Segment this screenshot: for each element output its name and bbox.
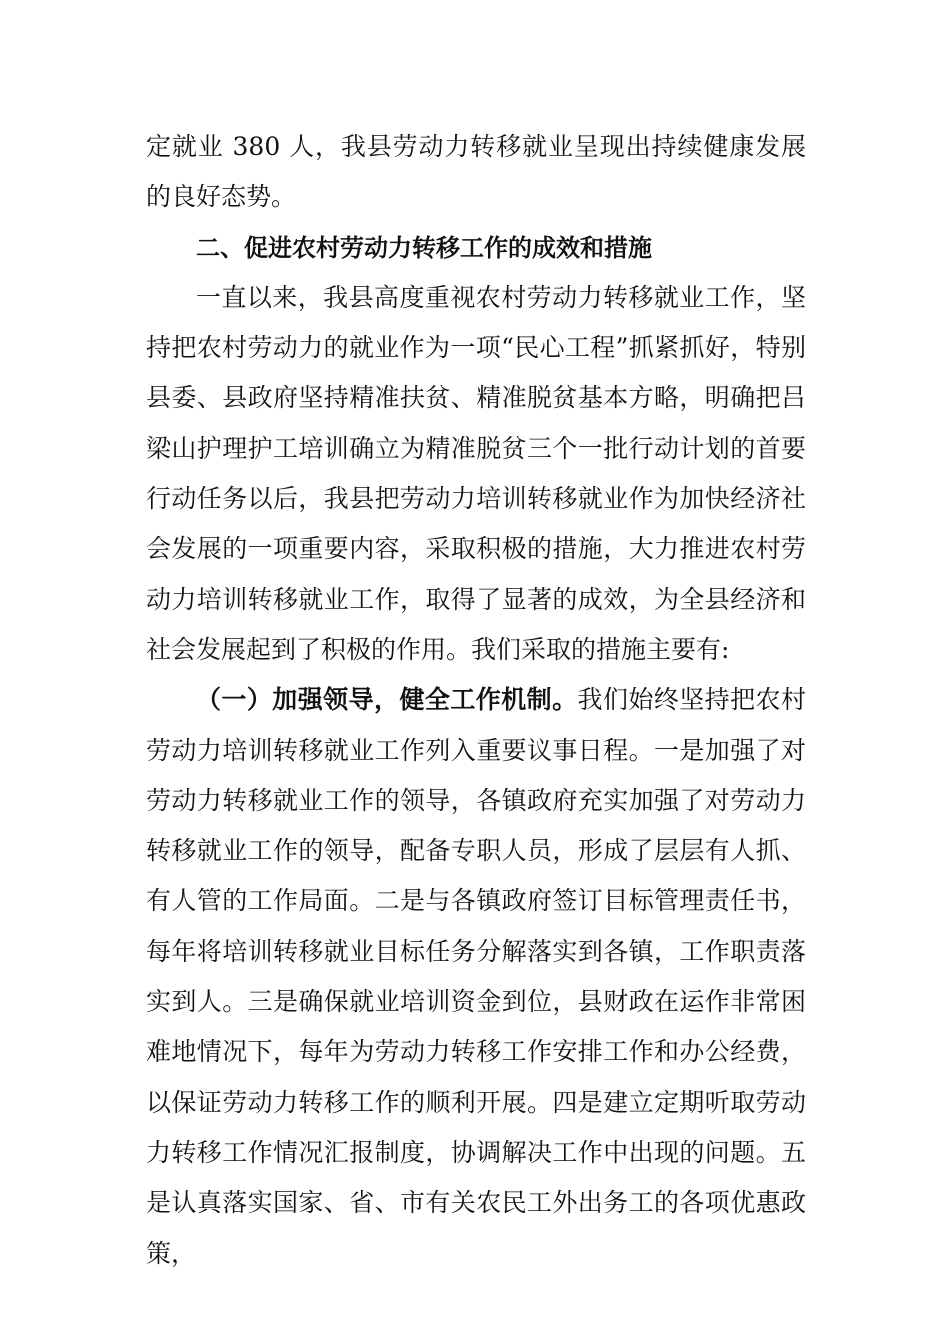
document-body (146, 122, 806, 1279)
paragraph-measure-one (146, 675, 806, 1279)
paragraph-intro: 一直以来，我县高度重视农村劳动力转移就业工作，坚持把农村劳动力的就业作为一项“民心工程”抓紧抓好，特别县委、县政府坚持精准扶贫、精准脱贫基本方略，明确把吕梁山护理护工培训确立为精准脱贫三个一批行动计划的首要行动任务以后，我县把劳动力培训转移就业作为加快经济社会发展的一项重要内容，采取积极的措施，大力推进农村劳动力培训转移就业工作，取得了显著的成效，为全县经济和社会发展起到了积极的作用。我们采取的措施主要有: (146, 282, 806, 664)
section-heading: 二、促进农村劳动力转移工作的成效和措施 (196, 233, 652, 262)
subsection-body: 我们始终坚持把农村劳动力培训转移就业工作列入重要议事日程。一是加强了对劳动力转移就业工作的领导，各镇政府充实加强了对劳动力转移就业工作的领导，配备专职人员，形成了层层有人抓、有人管的工作局面。二是与各镇政府签订目标管理责任书，每年将培训转移就业目标任务分解落实到各镇，工作职责落实到人。三是确保就业培训资金到位，县财政在运作非常困难地情况下，每年为劳动力转移工作安排工作和办公经费，以保证劳动力转移工作的顺利开展。四是建立定期听取劳动力转移工作情况汇报制度，协调解决工作中出现的问题。五是认真落实国家、省、市有关农民工外出务工的各项优惠政策， (146, 685, 806, 1268)
subsection-title: （一）加强领导，健全工作机制。 (196, 685, 578, 715)
paragraph-continued: 定就业 380 人，我县劳动力转移就业呈现出持续健康发展的良好态势。 (146, 132, 806, 212)
